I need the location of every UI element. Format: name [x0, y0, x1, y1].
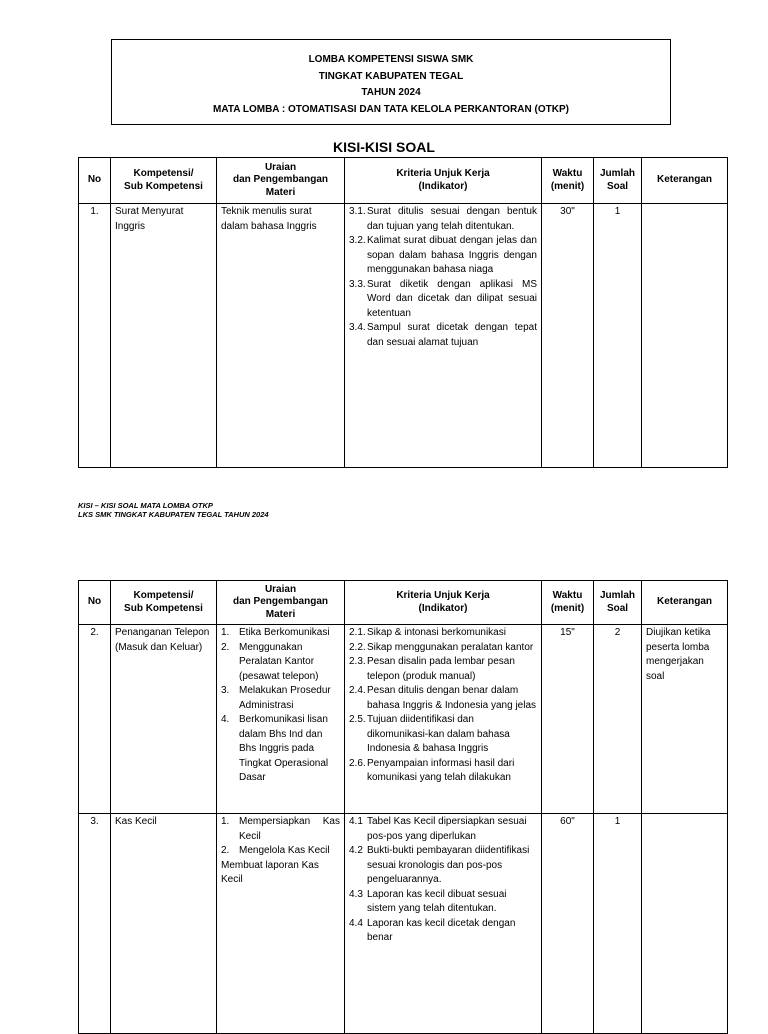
row-waktu: 30"	[542, 204, 594, 468]
row-kriteria	[345, 814, 542, 1034]
list-item: 2.3. Pesan disalin pada lembar pesan telepon (produk manual)	[349, 656, 515, 682]
header-line-4: MATA LOMBA : OTOMATISASI DAN TATA KELOLA PERKANTORAN (OTKP)	[213, 103, 569, 115]
row-no: 1.	[79, 204, 111, 468]
list-item: 2. Menggunakan Peralatan Kantor (pesawat telepon)	[221, 641, 319, 682]
col-keterangan: Keterangan	[642, 158, 728, 204]
kisi-table-2	[78, 580, 728, 1034]
row-waktu: 15"	[542, 625, 594, 814]
col-jumlah: Jumlah Soal	[594, 581, 642, 625]
table-header-row	[79, 158, 728, 204]
list-item: 2.6. Penyampaian informasi hasil dari komunikasi yang telah dilakukan	[349, 757, 515, 783]
list-item: 2.5. Tujuan diidentifikasi dan dikomunikasi-kan dalam bahasa Indonesia & bahasa Inggris	[349, 714, 510, 754]
col-keterangan: Keterangan	[642, 581, 728, 625]
list-item: 4. Berkomunikasi lisan dalam Bhs Ind dan Bhs Inggris pada Tingkat Operasional Dasar	[221, 714, 329, 783]
list-item: 2.4. Pesan ditulis dengan benar dalam bahasa Inggris & Indonesia yang jelas	[349, 685, 537, 711]
row-uraian	[217, 625, 345, 814]
list-item: 1. Mempersiapkan Kas Kecil	[221, 816, 340, 842]
table-row	[79, 814, 728, 1034]
list-item: 3.2. Kalimat surat dibuat dengan jelas dan sopan dalam bahasa Inggris dengan menggunakan bahasa niaga	[349, 235, 537, 275]
col-uraian: Uraian dan Pengembangan Materi	[217, 158, 345, 204]
footer-line-2: LKS SMK TINGKAT KABUPATEN TEGAL TAHUN 2024	[78, 510, 269, 519]
row-uraian: Teknik menulis surat dalam bahasa Inggris	[217, 204, 345, 468]
table-header-row	[79, 581, 728, 625]
row-uraian	[217, 814, 345, 1034]
row-no: 2.	[79, 625, 111, 814]
row-jumlah: 2	[594, 625, 642, 814]
table-row	[79, 204, 728, 468]
col-kriteria: Kriteria Unjuk Kerja (Indikator)	[345, 581, 542, 625]
col-waktu: Waktu (menit)	[542, 158, 594, 204]
row-jumlah: 1	[594, 204, 642, 468]
row-keterangan	[642, 814, 728, 1034]
list-item: 3. Melakukan Prosedur Administrasi	[221, 685, 331, 711]
kisi-table-1	[78, 157, 728, 468]
row-kriteria	[345, 204, 542, 468]
header-line-2: TINGKAT KABUPATEN TEGAL	[318, 70, 464, 82]
table-row	[79, 625, 728, 814]
row-jumlah: 1	[594, 814, 642, 1034]
page-title: KISI-KISI SOAL	[333, 139, 435, 155]
col-kriteria: Kriteria Unjuk Kerja (Indikator)	[345, 158, 542, 204]
col-no: No	[79, 581, 111, 625]
col-kompetensi: Kompetensi/ Sub Kompetensi	[111, 158, 217, 204]
list-item: 2.2. Sikap menggunakan peralatan kantor	[349, 641, 534, 653]
row-kompetensi: Penanganan Telepon (Masuk dan Keluar)	[111, 625, 217, 814]
list-item: 3.1. Surat ditulis sesuai dengan bentuk dan tujuan yang telah ditentukan.	[349, 206, 537, 232]
header-line-3: TAHUN 2024	[361, 87, 421, 98]
document-header	[111, 39, 671, 125]
row-keterangan	[642, 204, 728, 468]
list-item: 4.4 Laporan kas kecil dicetak dengan benar	[349, 917, 516, 943]
list-item: 4.1 Tabel Kas Kecil dipersiapkan sesuai pos-pos yang diperlukan	[349, 816, 527, 842]
row-waktu: 60"	[542, 814, 594, 1034]
list-item: 1. Etika Berkomunikasi	[221, 627, 330, 638]
row-kompetensi: Surat Menyurat Inggris	[111, 204, 217, 468]
col-no: No	[79, 158, 111, 204]
list-item: 3.3. Surat diketik dengan aplikasi MS Word dan dicetak dan dilipat sesuai ketentuan	[349, 278, 537, 319]
list-item: 4.2 Bukti-bukti pembayaran diidentifikasi sesuai kronologis dan pos-pos pengeluarannya.	[349, 845, 530, 885]
list-item: 2.1. Sikap & intonasi berkomunikasi	[349, 627, 506, 638]
row-keterangan: Diujikan ketika peserta lomba mengerjakan soal	[642, 625, 728, 814]
list-item: 3.4. Sampul surat dicetak dengan tepat dan sesuai alamat tujuan	[349, 322, 537, 348]
header-line-1: LOMBA KOMPETENSI SISWA SMK	[308, 54, 474, 65]
col-kompetensi: Kompetensi/ Sub Kompetensi	[111, 581, 217, 625]
list-item: 4.3 Laporan kas kecil dibuat sesuai sistem yang telah ditentukan.	[349, 888, 507, 914]
row-no: 3.	[79, 814, 111, 1034]
col-jumlah: Jumlah Soal	[594, 158, 642, 204]
row-kompetensi: Kas Kecil	[111, 814, 217, 1034]
page-footer	[78, 501, 269, 519]
col-waktu: Waktu (menit)	[542, 581, 594, 625]
list-item: 2. Mengelola Kas Kecil	[221, 845, 330, 856]
row-kriteria	[345, 625, 542, 814]
footer-line-1: KISI – KISI SOAL MATA LOMBA OTKP	[78, 501, 213, 510]
list-item: Membuat laporan Kas Kecil	[221, 859, 319, 885]
col-uraian: Uraian dan Pengembangan Materi	[217, 581, 345, 625]
